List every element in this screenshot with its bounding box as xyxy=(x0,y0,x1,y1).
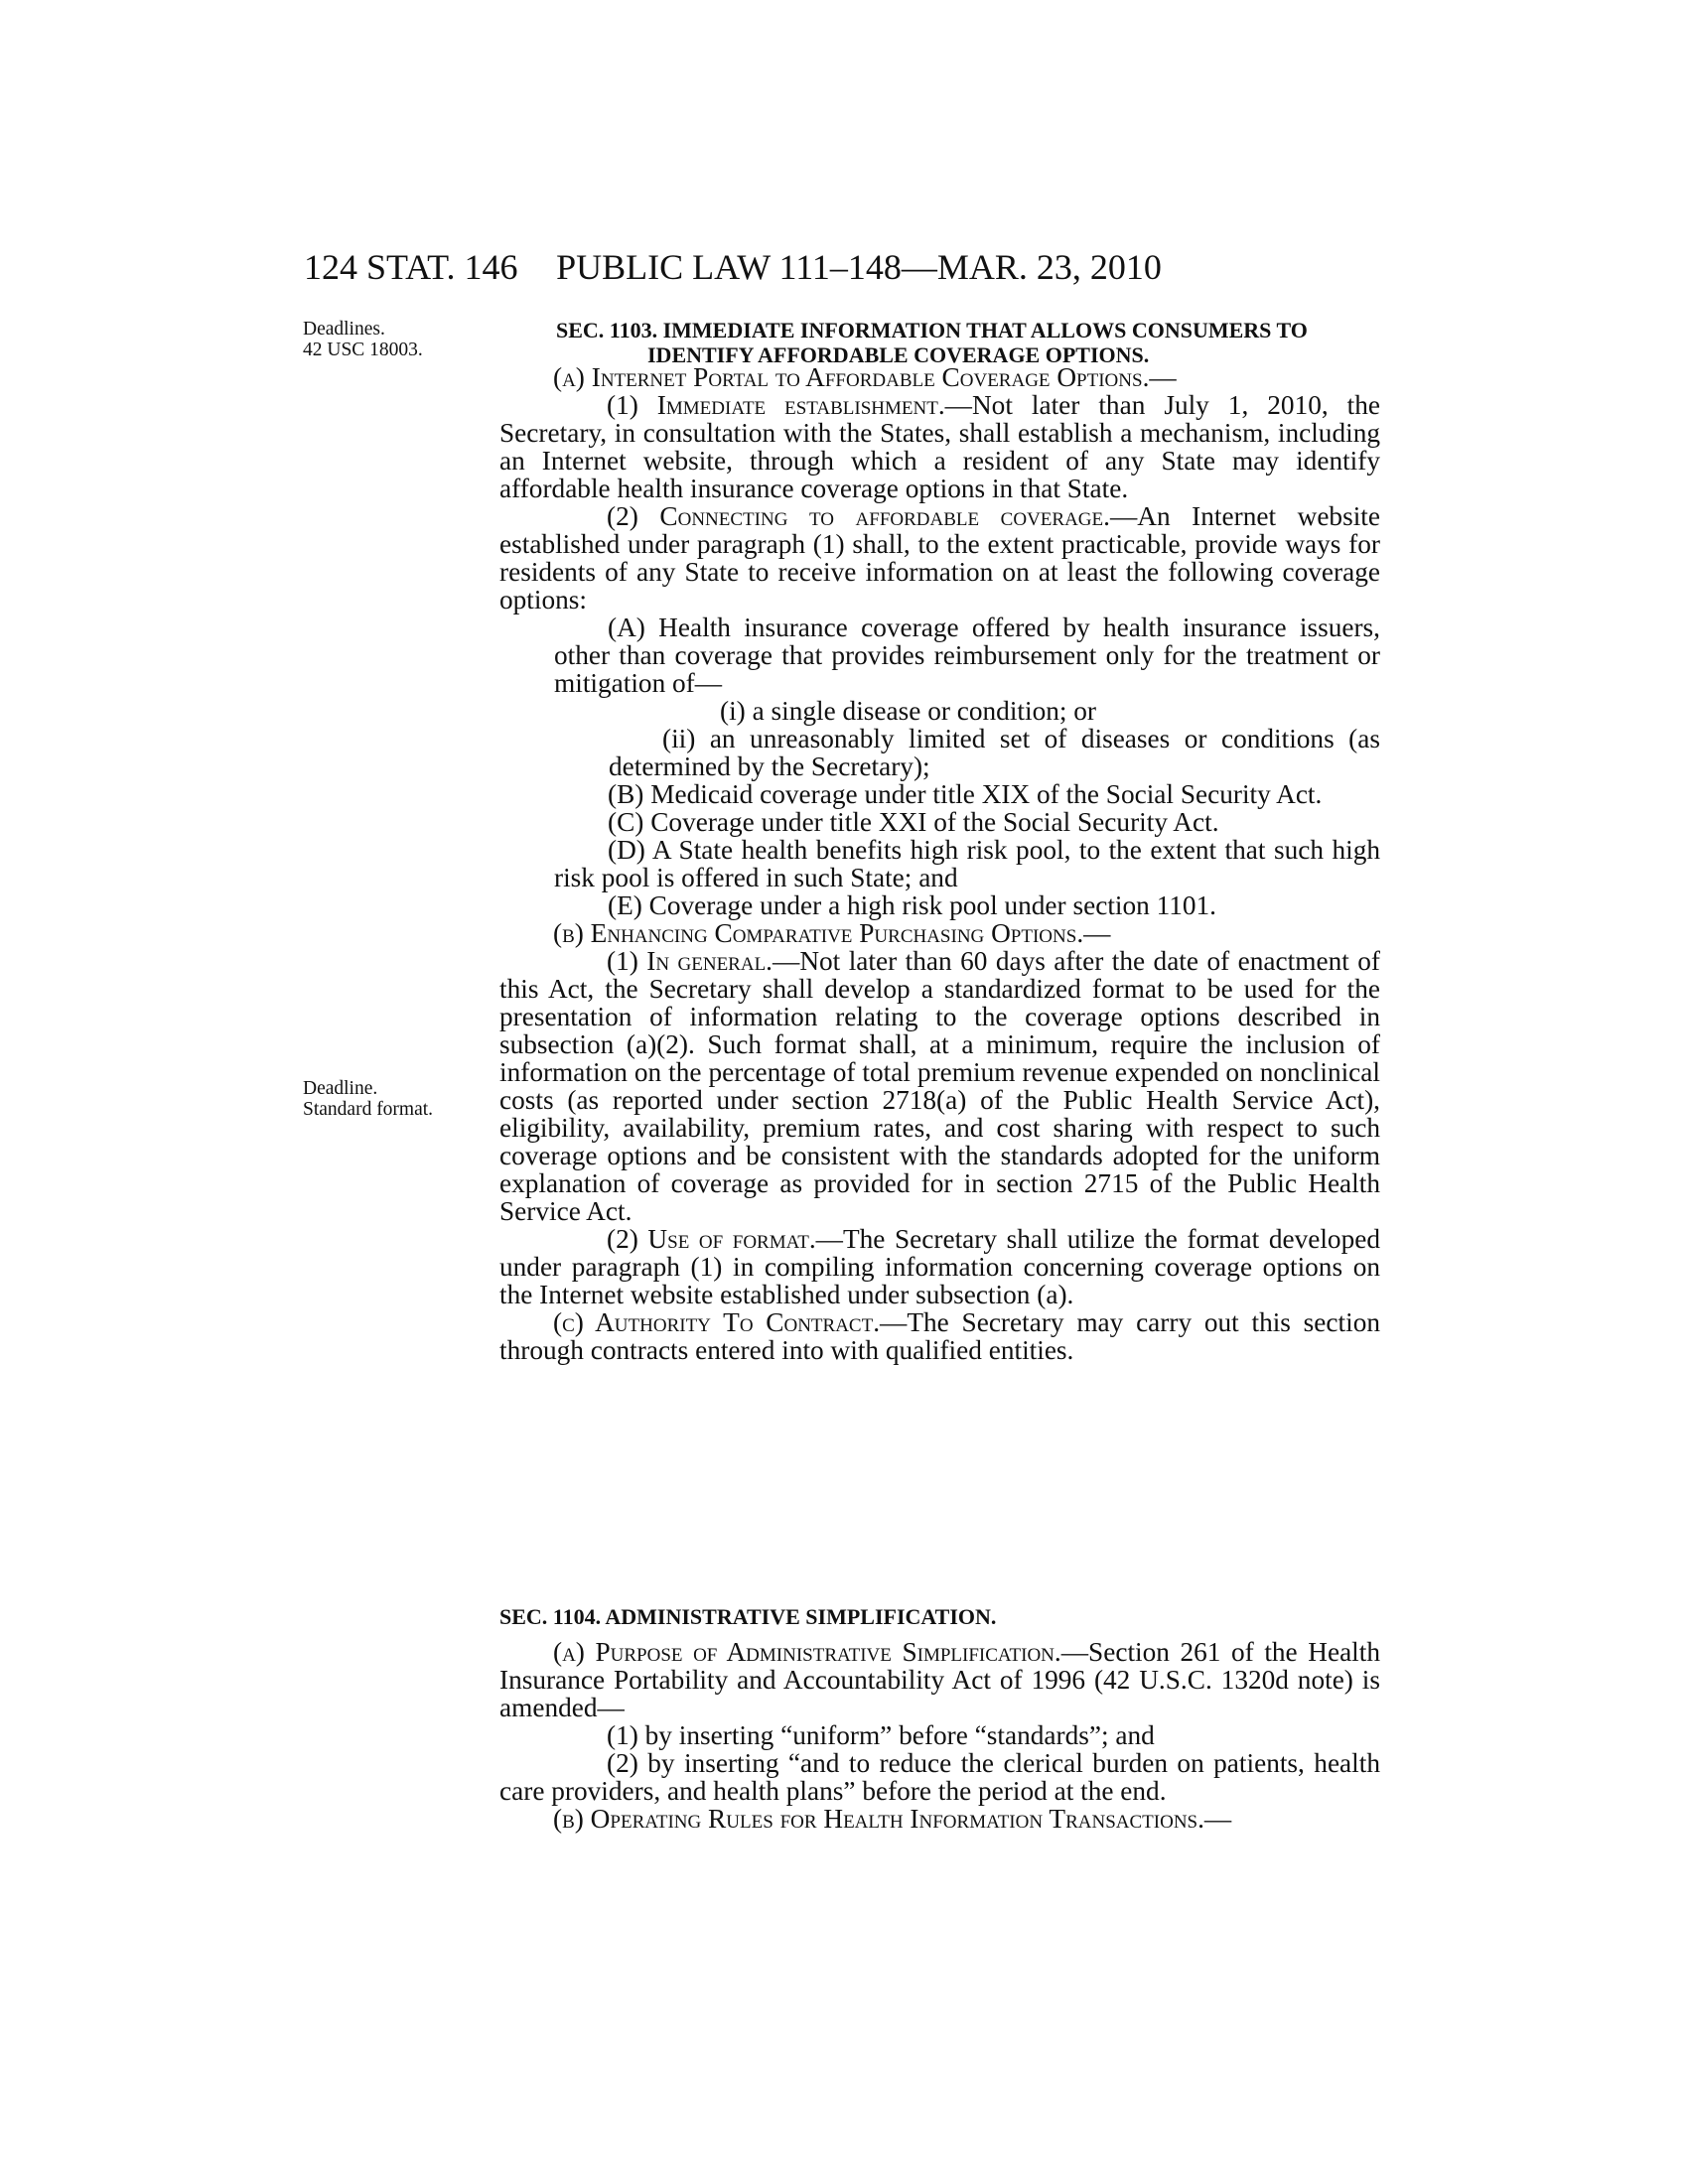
subparagraph-E: (E) Coverage under a high risk pool under section 1101. xyxy=(608,890,1217,920)
section-1104-body xyxy=(499,1638,1380,1833)
section-heading-line: SEC. 1103. IMMEDIATE INFORMATION THAT ALLOWS CONSUMERS TO xyxy=(556,318,1308,342)
subsection-a: (a) Purpose of Administrative Simplification.—Section 261 of the Health Insurance Portability and Accountability Act of 1996 (42 U.S.C. 1320d note) is amended— xyxy=(499,1637,1380,1722)
paragraph-1: (1) by inserting “uniform” before “standards”; and xyxy=(607,1720,1155,1750)
law-title: PUBLIC LAW 111–148—MAR. 23, 2010 xyxy=(556,247,1162,287)
paragraph-2: (2) by inserting “and to reduce the clerical burden on patients, health care providers, and health plans” before the period at the end. xyxy=(499,1748,1380,1806)
paragraph-a2: (2) Connecting to affordable coverage.—An Internet website established under paragraph (1) shall, to the extent practicable, provide ways for residents of any State to receive information on at least the following coverage options: xyxy=(499,501,1380,614)
paragraph-b2: (2) Use of format.—The Secretary shall utilize the format developed under paragraph (1) in compiling information concerning coverage options on the Internet website established under subsection (a). xyxy=(499,1224,1380,1309)
paragraph-a1: (1) Immediate establishment.—Not later than July 1, 2010, the Secretary, in consultation with the States, shall establish a mechanism, including an Internet website, through which a resident of any State may identify affordable health insurance coverage options in that State. xyxy=(499,390,1380,503)
section-heading-line: IDENTIFY AFFORDABLE COVERAGE OPTIONS. xyxy=(647,342,1150,367)
margin-note-deadline xyxy=(303,1078,433,1120)
section-1103-body xyxy=(499,363,1380,1364)
margin-note-line: 42 USC 18003. xyxy=(303,340,423,360)
subparagraph-C: (C) Coverage under title XXI of the Social Security Act. xyxy=(608,807,1219,837)
margin-note-line: Deadline. xyxy=(303,1078,378,1099)
subparagraph-B: (B) Medicaid coverage under title XIX of the Social Security Act. xyxy=(608,779,1323,809)
subparagraph-A: (A) Health insurance coverage offered by health insurance issuers, other than coverage that provides reimbursement only for the treatment or mitigation of— xyxy=(554,613,1380,698)
subparagraph-D: (D) A State health benefits high risk pool, to the extent that such high risk pool is offered in such State; and xyxy=(554,835,1380,892)
clause-i: (i) a single disease or condition; or xyxy=(720,696,1097,726)
subsection-b-heading: (b) Operating Rules for Health Information Transactions.— xyxy=(553,1804,1232,1834)
margin-note-deadlines xyxy=(303,319,423,360)
paragraph-b1: (1) In general.—Not later than 60 days after the date of enactment of this Act, the Secretary shall develop a standardized format to be used for the presentation of information relating to the coverage options described in subsection (a)(2). Such format shall, at a minimum, require the inclusion of information on the percentage of total premium revenue expended on nonclinical costs (as reported under section 2718(a) of the Public Health Service Act), eligibility, availability, premium rates, and cost sharing with respect to such coverage options and be consistent with the standards adopted for the uniform explanation of coverage as provided for in section 2715 of the Public Health Service Act. xyxy=(499,946,1380,1226)
page-citation: 124 STAT. 146 xyxy=(304,247,518,287)
margin-note-line: Deadlines. xyxy=(303,319,385,340)
margin-note-line: Standard format. xyxy=(303,1099,434,1120)
section-1104-heading: SEC. 1104. ADMINISTRATIVE SIMPLIFICATION. xyxy=(499,1604,997,1629)
subsection-a-heading: (a) Internet Portal to Affordable Coverage Options.— xyxy=(553,362,1177,392)
subsection-c: (c) Authority To Contract.—The Secretary may carry out this section through contracts entered into with qualified entities. xyxy=(499,1307,1380,1365)
section-1103-heading xyxy=(556,318,1380,367)
clause-ii: (ii) an unreasonably limited set of diseases or conditions (as determined by the Secretary); xyxy=(609,724,1380,781)
subsection-b-heading: (b) Enhancing Comparative Purchasing Options.— xyxy=(553,918,1111,948)
